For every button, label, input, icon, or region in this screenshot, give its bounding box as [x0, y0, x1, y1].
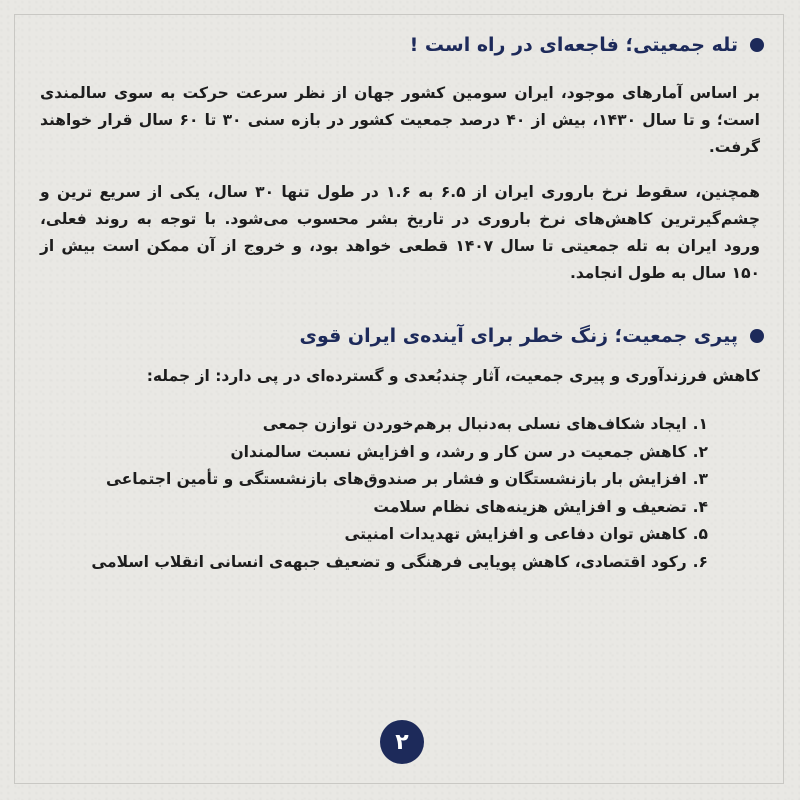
bullet-dot-icon [750, 38, 764, 52]
section2-title: پیری جمعیت؛ زنگ خطر برای آینده‌ی ایران قوی [299, 325, 738, 347]
document-content [32, 34, 768, 576]
section2-intro: کاهش فرزندآوری و پیری جمعیت، آثار چندبُعدی و گسترده‌ای در پی دارد: از جمله: [146, 367, 760, 385]
list-item-number: ۲. [692, 442, 708, 461]
list-item [32, 521, 708, 549]
list-item-number: ۵. [692, 525, 708, 543]
page-number: ۲ [395, 729, 409, 755]
list-item-text: رکود اقتصادی، کاهش پویایی فرهنگی و تضعیف جبهه‌ی انسانی انقلاب اسلامی [91, 552, 687, 571]
list-item-number: ۶. [692, 552, 708, 571]
list-item [32, 411, 708, 439]
list-item-text: افزایش بار بازنشستگان و فشار بر صندوق‌های بازنشستگی و تأمین اجتماعی [105, 470, 687, 488]
list-item-text: کاهش جمعیت در سن کار و رشد، و افزایش نسبت سالمندان [230, 442, 687, 461]
section1-paragraph-1: بر اساس آمارهای موجود، ایران سومین کشور جهان از نظر سرعت حرکت به سوی سالمندی است؛ و تا سال ۱۴۳۰، بیش از ۴۰ درصد جمعیت کشور در بازه سنی ۳۰ تا ۶۰ سال قرار خواهند گرفت. [40, 84, 760, 156]
bullet-dot-icon [750, 329, 764, 343]
list-item [32, 549, 708, 577]
section2-heading [32, 325, 764, 347]
page-number-badge [380, 720, 424, 764]
section1-heading [32, 34, 764, 56]
list-item [32, 466, 708, 494]
effects-list [32, 411, 708, 576]
list-item-number: ۳. [692, 470, 708, 488]
section1-paragraph-2: همچنین، سقوط نرخ باروری ایران از ۶.۵ به ۱.۶ در طول تنها ۳۰ سال، یکی از سریع ترین و چشم‌گیرترین کاهش‌های نرخ باروری در تاریخ بشر محسوب می‌شود. با توجه به روند فعلی، ورود ایران به تله جمعیتی تا سال ۱۴۰۷ قطعی خواهد بود، و خروج از آن ممکن است بیش از ۱۵۰ سال به طول انجامد. [40, 183, 760, 282]
list-item-text: کاهش توان دفاعی و افزایش تهدیدات امنیتی [344, 525, 687, 543]
list-item [32, 494, 708, 522]
list-item-text: ایجاد شکاف‌های نسلی به‌دنبال برهم‌خوردن توازن جمعی [262, 415, 687, 433]
list-item-text: تضعیف و افزایش هزینه‌های نظام سلامت [373, 497, 687, 516]
list-item-number: ۱. [692, 415, 708, 433]
section1-title: تله جمعیتی؛ فاجعه‌ای در راه است ! [409, 34, 738, 56]
list-item-number: ۴. [692, 497, 708, 516]
list-item [32, 439, 708, 467]
